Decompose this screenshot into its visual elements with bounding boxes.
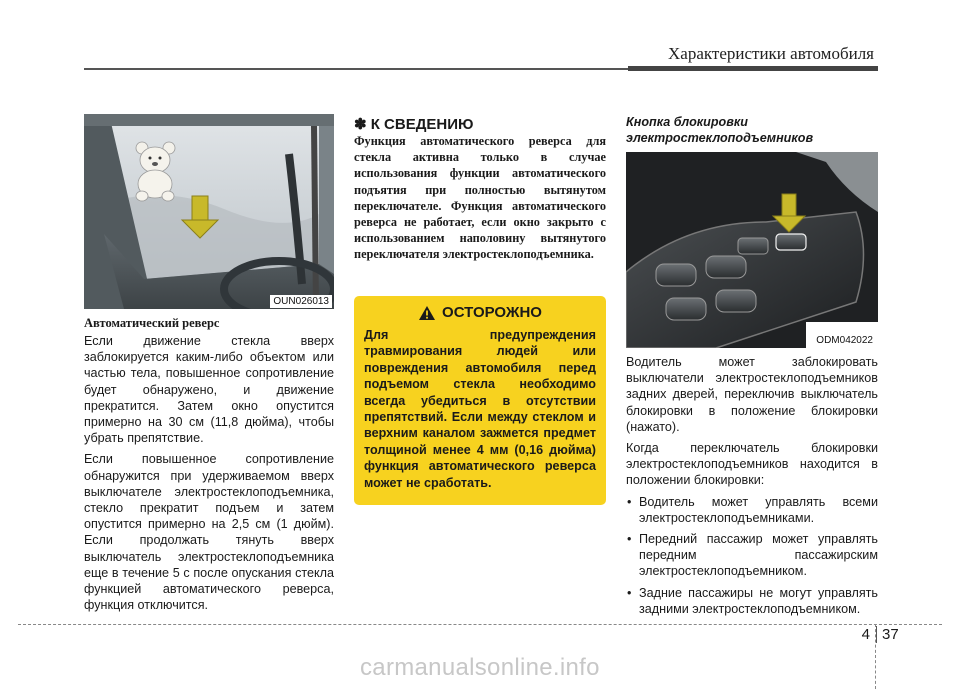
window-lock-illustration [626, 152, 878, 348]
auto-reverse-illustration [84, 114, 334, 309]
paragraph: Водитель может заблокировать выключатели электростеклоподъемников задних дверей, переключив выключатель блокировки в положение блокировки (нажато). [626, 355, 878, 434]
list-item: • Передний пассажир может управлять передним пассажирским электростеклоподъемником. [626, 531, 878, 580]
footer-rule [18, 624, 942, 625]
paragraph: Если повышенное сопротивление обнаружится при удерживаемом вверх выключателе электростеклоподъемника, стекло прекратит подъем и затем опустится примерно на 2,5 см (1 дюйм). Если продолжать тянуть вверх выключатель электростеклоподъемника еще в течение 5 с после опускания стекла функцией автоматического реверса, функция отключится. [84, 452, 334, 613]
note-heading: ✽ К СВЕДЕНИЮ [354, 116, 474, 133]
figure-caption: ODM042022 [813, 334, 876, 347]
auto-reverse-heading: Автоматический реверс [84, 316, 220, 330]
section-number: 4 [848, 626, 877, 643]
lock-effects-list [626, 494, 878, 617]
warning-triangle-icon [418, 305, 436, 321]
paragraph: Если движение стекла вверх заблокируется каким-либо объектом или частью тела, повышенное сопротивление будет обнаружено, и движение прекратится. Затем окно опустится примерно на 30 см (11,8 дюйма), чтобы убрать препятствие. [84, 334, 334, 446]
door-switch-panel-image [626, 152, 878, 348]
window-teddy-image [84, 114, 334, 309]
lock-button-heading: Кнопка блокировки электростеклоподъемников [626, 115, 814, 145]
page-number [848, 626, 899, 643]
page-header-title: Характеристики автомобиля [668, 44, 874, 63]
auto-reverse-text [84, 333, 334, 618]
note-text: Функция автоматического реверса для стекла активна только в случае использования функции автоматического подъятия при полностью вытянутом переключателе. Функция автоматического реверса не работает, если окно закрыто с использованием наполовину вытянутого переключателя электростеклоподъемника. [354, 134, 606, 262]
list-item: • Задние пассажиры не могут управлять задними электростеклоподъемником. [626, 585, 878, 617]
header-rule-accent [628, 66, 878, 71]
warning-title-label: ОСТОРОЖНО [442, 304, 542, 321]
warning-box [354, 296, 606, 505]
warning-text: Для предупреждения травмирования людей или повреждения автомобиля перед подъемом стекла необходимо всегда убедиться в отсутствии препятствий. Если между стеклом и верхним каналом зажмется предмет толщиной менее 4 мм (0,16 дюйма) функция автоматического реверса может не сработать. [364, 328, 596, 490]
page-number-value: 37 [882, 626, 899, 643]
list-item: • Водитель может управлять всеми электростеклоподъемниками. [626, 494, 878, 526]
figure-caption: OUN026013 [270, 295, 332, 308]
lock-button-text [626, 354, 878, 622]
watermark: carmanualsonline.info [360, 654, 600, 681]
paragraph: Когда переключатель блокировки электростеклоподъемников находится в положении блокировки: [626, 441, 878, 488]
warning-title [364, 304, 596, 321]
